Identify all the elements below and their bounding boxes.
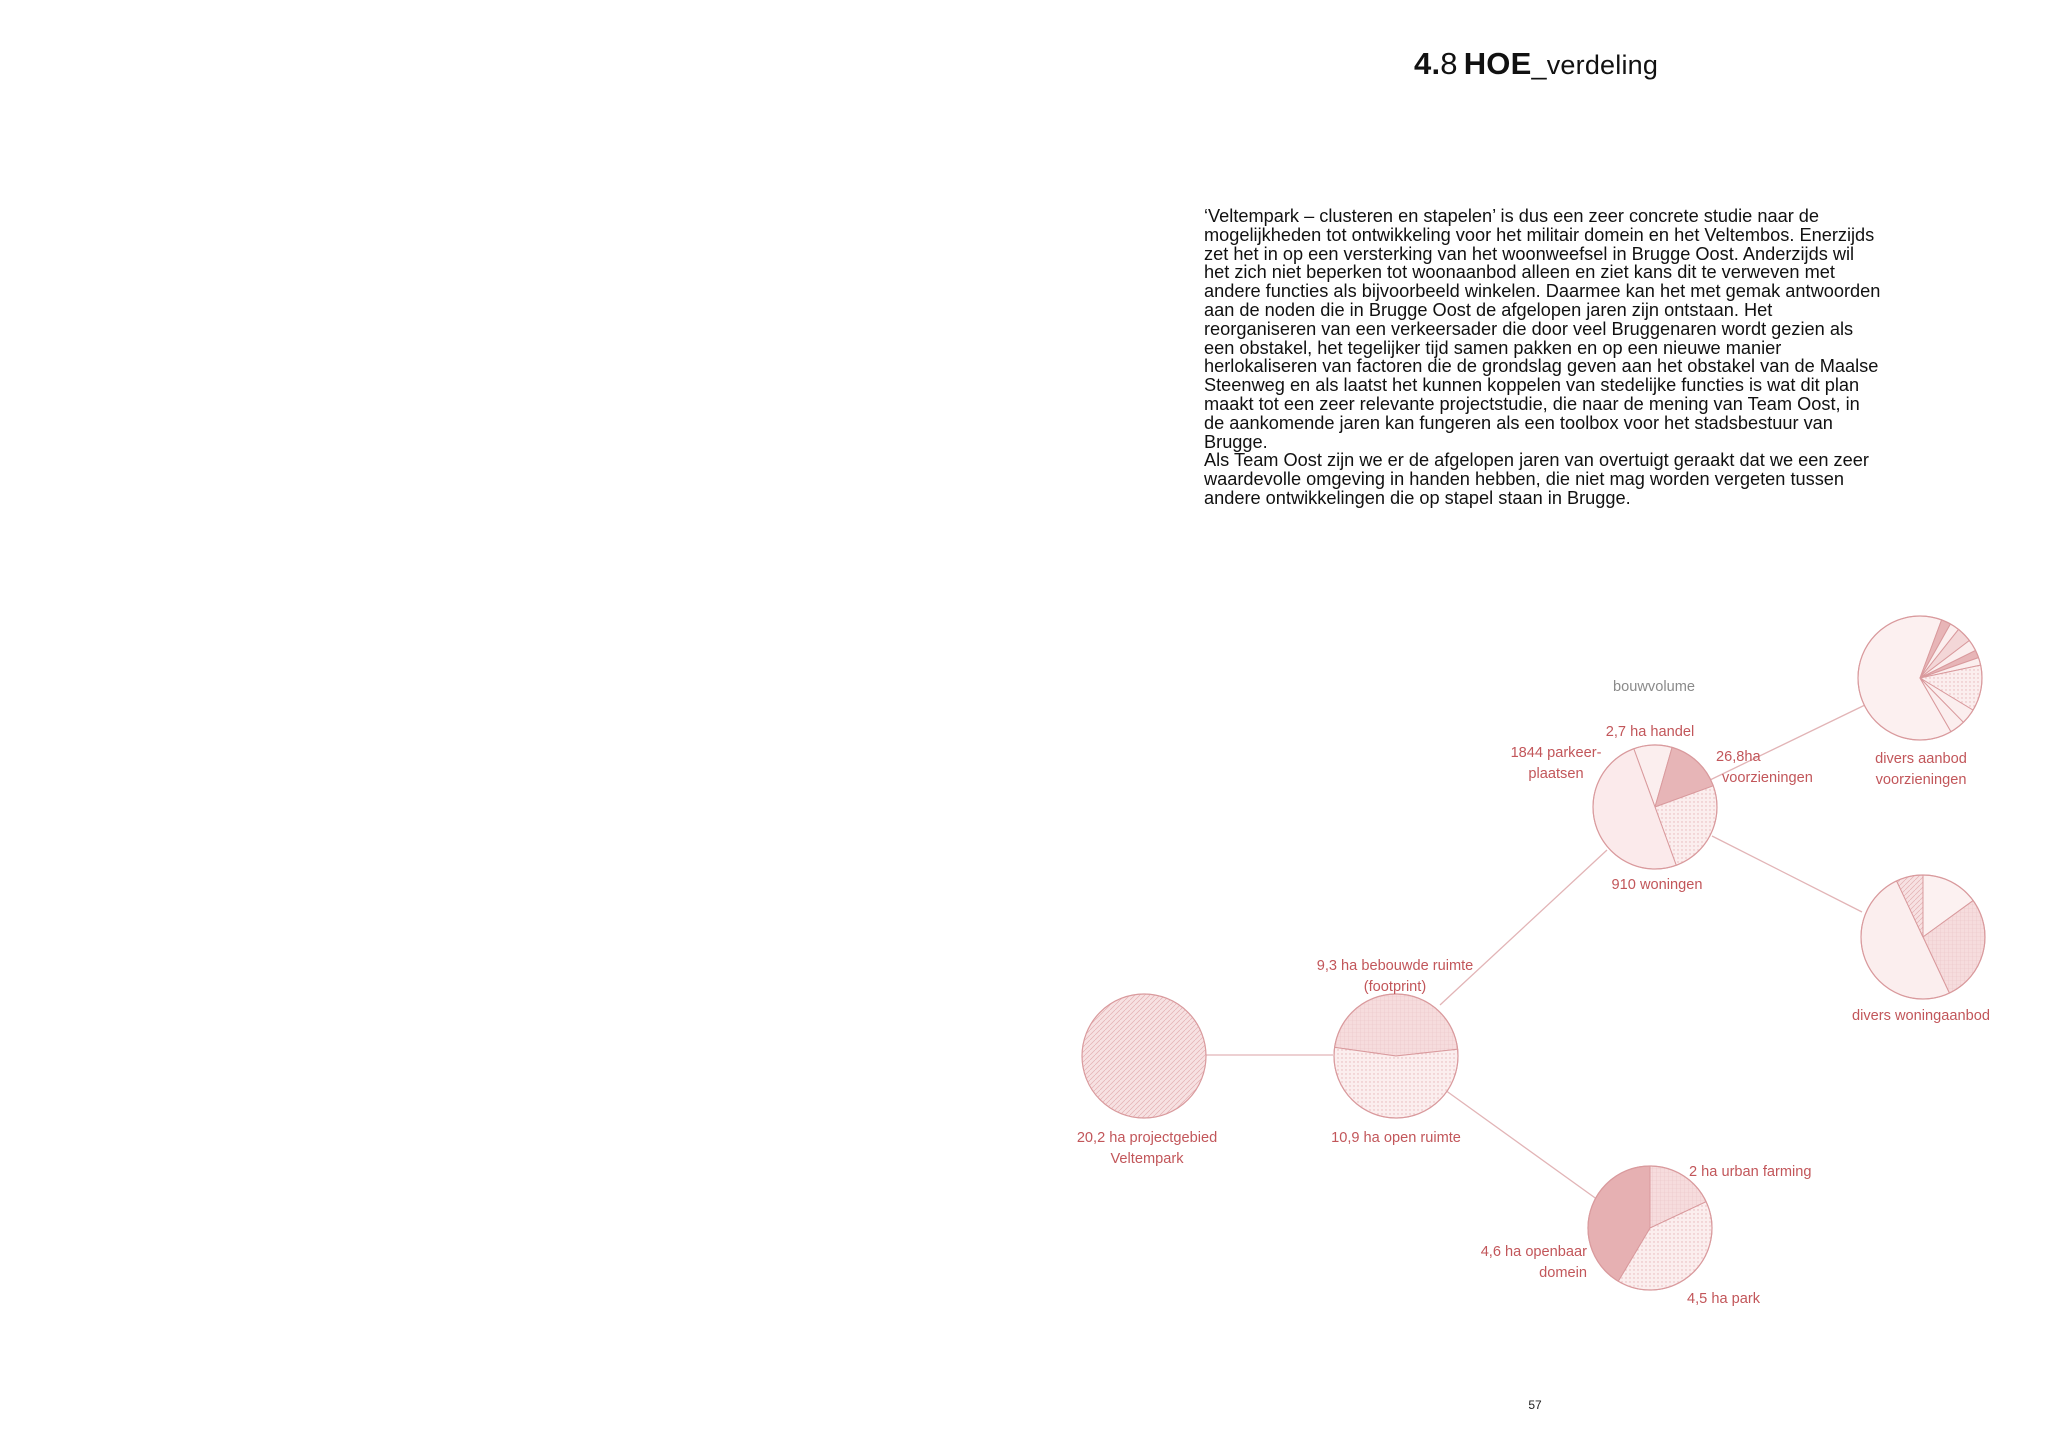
chapter-number-minor: 8 <box>1440 46 1458 81</box>
pie-open-ruimte <box>1588 1166 1712 1290</box>
label-openbaar-1: 4,6 ha openbaar <box>1480 1244 1587 1260</box>
pie-bouwvolume <box>1593 745 1717 869</box>
connector-bouwvolume-woningaanbod <box>1712 836 1862 912</box>
diagram-labels <box>1077 679 1990 1307</box>
label-openbaar-2: domein <box>1539 1265 1587 1281</box>
pie-projectgebied <box>1082 994 1206 1118</box>
label-handel: 2,7 ha handel <box>1605 724 1695 740</box>
label-divers-voorzieningen-2: voorzieningen <box>1875 772 1967 788</box>
pie-slice-open-ruimte <box>1334 1047 1458 1118</box>
label-project-area-2: Veltempark <box>1110 1151 1184 1167</box>
label-project-area-1: 20,2 ha projectgebied <box>1076 1130 1218 1146</box>
connector-bouwvolume-voorzieningen <box>1710 705 1865 780</box>
label-parkeer-1: 1844 parkeer- <box>1510 745 1602 761</box>
label-parkeer-2: plaatsen <box>1528 766 1584 782</box>
label-urban-farming: 2 ha urban farming <box>1689 1164 1812 1180</box>
label-voorzieningen-1: 26,8ha <box>1716 749 1761 765</box>
pie-divers-woningaanbod <box>1861 875 1985 999</box>
chapter-number-major: 4. <box>1414 46 1441 81</box>
pie-slice-projectgebied <box>1082 994 1206 1118</box>
label-open-space: 10,9 ha open ruimte <box>1331 1130 1461 1146</box>
connector-bebouwing-bouwvolume <box>1440 850 1607 1005</box>
pie-slice-bebouwde-ruimte <box>1335 994 1458 1056</box>
label-woningen: 910 woningen <box>1611 877 1703 893</box>
chapter-title-rest: _verdeling <box>1531 50 1659 80</box>
body-paragraph-1: ‘Veltempark – clusteren en stapelen’ is dus een zeer concrete studie naar de mogelijkheden tot ontwikkeling voor het militair domein en het Veltembos. Enerzijds zet het in op een versterking van het woonweefsel in Brugge Oost. Anderzijds wil het zich niet beperken tot woonaanbod alleen en ziet kans dit te verweven met andere functies als bijvoorbeeld winkelen. Daarmee kan het met gemak antwoorden aan de noden die in Brugge Oost de afgelopen jaren zijn ontstaan. Het reorganiseren van een verkeersader die door veel Bruggenaren wordt gezien als een obstakel, het tegelijker tijd samen pakken en op een nieuwe manier herlokaliseren van factoren die de grondslag geven aan het obstakel van de Maalse Steenweg en als laatst het kunnen koppelen van stedelijke functies is wat dit plan maakt tot een zeer relevante projectstudie, die naar de mening van Team Oost, in de aankomende jaren kan fungeren als een toolbox voor het stadsbestuur van Brugge. <box>1204 206 1881 452</box>
chapter-title-strong: HOE <box>1463 46 1532 81</box>
label-bouwvolume: bouwvolume <box>1613 679 1695 695</box>
label-divers-voorzieningen-1: divers aanbod <box>1875 751 1967 767</box>
connector-bebouwing-openruimte <box>1445 1090 1598 1200</box>
page-number: 57 <box>1528 1398 1542 1412</box>
pie-divers-voorzieningen <box>1858 616 1982 740</box>
label-park: 4,5 ha park <box>1687 1291 1761 1307</box>
label-footprint-1: 9,3 ha bebouwde ruimte <box>1316 958 1474 974</box>
label-footprint-2: (footprint) <box>1363 979 1427 995</box>
label-voorzieningen-2: voorzieningen <box>1722 770 1813 786</box>
pie-bebouwing <box>1334 994 1458 1118</box>
body-paragraph-2: Als Team Oost zijn we er de afgelopen jaren van overtuigt geraakt dat we een zeer waardevolle omgeving in handen hebben, die niet mag worden vergeten tussen andere ontwikkelingen die op stapel staan in Brugge. <box>1204 450 1869 508</box>
label-divers-woningaanbod: divers woningaanbod <box>1852 1008 1990 1024</box>
